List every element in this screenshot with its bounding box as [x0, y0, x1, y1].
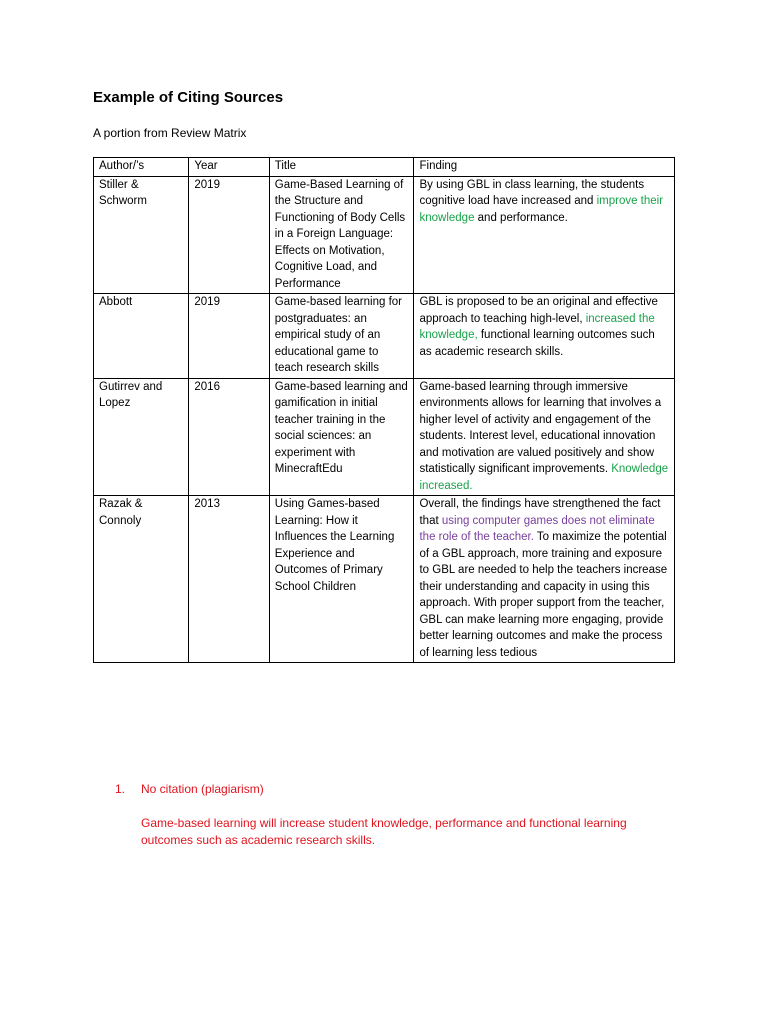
cell-finding	[414, 378, 675, 496]
cell-author: Stiller & Schworm	[94, 176, 189, 294]
finding-text: By using GBL in class learning, the students cognitive load have increased and	[419, 178, 645, 207]
header-author: Author/’s	[94, 158, 189, 177]
cell-author: Razak & Connoly	[94, 496, 189, 663]
citation-example-text: Game-based learning will increase student knowledge, performance and functional learning outcomes such as academic research skills.	[141, 816, 627, 847]
finding-text: Overall, the findings have strengthened the fact that	[419, 498, 661, 527]
finding-text: functional learning outcomes such as academic research skills.	[419, 329, 655, 358]
cell-year: 2019	[189, 294, 269, 379]
cell-finding	[414, 496, 675, 663]
finding-text: GBL is proposed to be an original and effective approach to teaching high-level,	[419, 296, 658, 325]
cell-author: Abbott	[94, 294, 189, 379]
finding-highlight-green: Knowledge increased.	[419, 463, 669, 492]
finding-highlight-purple: using computer games does not eliminate the role of the teacher.	[419, 514, 655, 543]
cell-year: 2016	[189, 378, 269, 496]
finding-text: and performance.	[474, 211, 568, 224]
citation-example-heading	[115, 782, 264, 796]
cell-title: Using Games-based Learning: How it Influences the Learning Experience and Outcomes of Primary School Children	[269, 496, 414, 663]
header-year: Year	[189, 158, 269, 177]
table-row	[94, 294, 675, 379]
review-matrix-table	[93, 157, 675, 663]
finding-highlight-green: improve their knowledge	[419, 195, 664, 224]
table-header-row	[94, 158, 675, 177]
cell-author: Gutirrev and Lopez	[94, 378, 189, 496]
document-title: Example of Citing Sources	[93, 89, 284, 106]
header-title: Title	[269, 158, 414, 177]
table-row	[94, 176, 675, 294]
list-number: 1.	[115, 782, 126, 796]
finding-highlight-green: increased the knowledge,	[419, 312, 655, 341]
cell-finding	[414, 294, 675, 379]
cell-year: 2019	[189, 176, 269, 294]
cell-title: Game-based learning and gamification in initial teacher training in the social sciences: an experiment with MinecraftEdu	[269, 378, 414, 496]
document-subtitle: A portion from Review Matrix	[93, 126, 247, 140]
cell-finding	[414, 176, 675, 294]
cell-year: 2013	[189, 496, 269, 663]
citation-heading: No citation (plagiarism)	[141, 782, 264, 796]
finding-text: Game-based learning through immersive environments allows for learning that involves a higher level of activity and engagement of the students. Interest level, educational innovation and motivation are valued positively and show statistically significant improvements.	[419, 380, 662, 475]
table-row	[94, 496, 675, 663]
cell-title: Game-Based Learning of the Structure and Functioning of Body Cells in a Foreign Language: Effects on Motivation, Cognitive Load, and Performance	[269, 176, 414, 294]
header-finding: Finding	[414, 158, 675, 177]
cell-title: Game-based learning for postgraduates: an empirical study of an educational game to teach research skills	[269, 294, 414, 379]
finding-text: To maximize the potential of a GBL approach, more training and exposure to GBL are needed to help the teachers increase their understanding and capacity in using this approach. With proper support from the teacher, GBL can make learning more engaging, provide better learning outcomes and make the process of learning less tedious	[419, 531, 668, 659]
table-row	[94, 378, 675, 496]
